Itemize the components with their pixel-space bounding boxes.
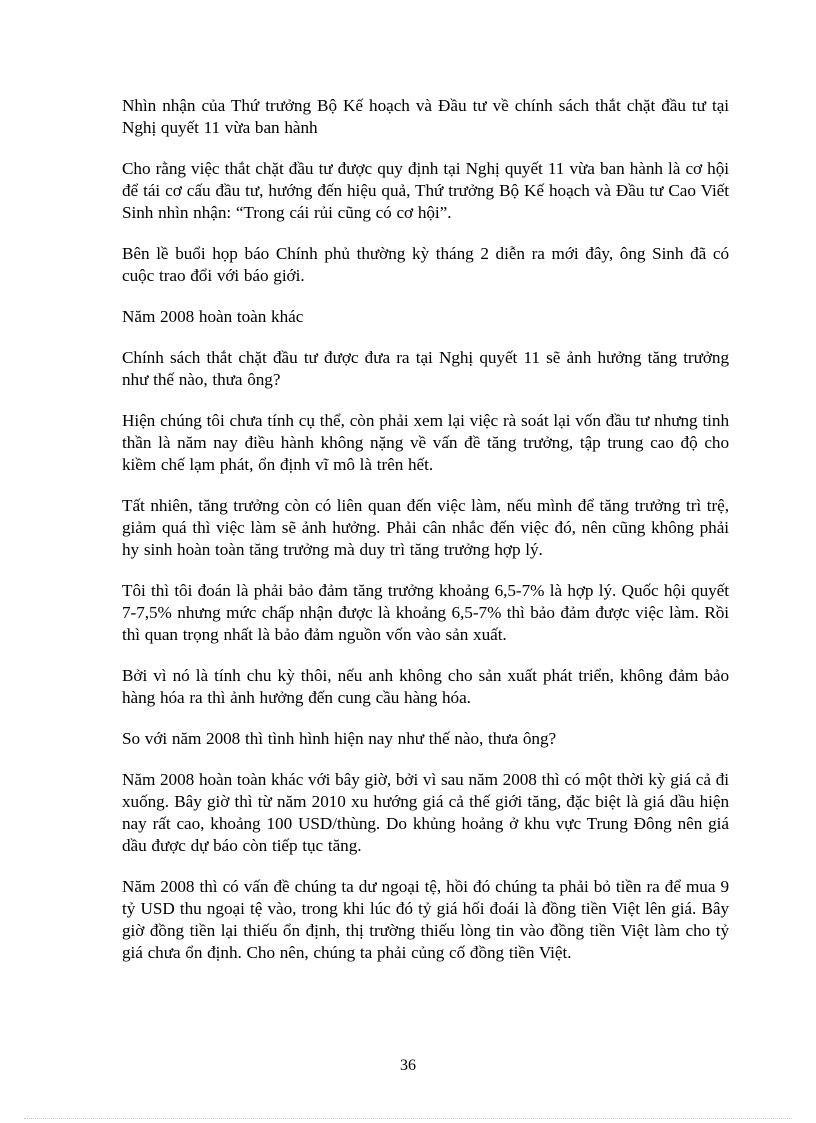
interview-question: Chính sách thắt chặt đầu tư được đưa ra tại Nghị quyết 11 sẽ ảnh hưởng tăng trưởng như thế nào, thưa ông? [122,348,729,389]
page-number: 36 [400,1057,416,1074]
document-body [122,95,729,983]
article-lead: Cho rằng việc thắt chặt đầu tư được quy định tại Nghị quyết 11 vừa ban hành là cơ hội để tái cơ cấu đầu tư, hướng đến hiệu quả, Thứ trưởng Bộ Kế hoạch và Đầu tư Cao Viết Sinh nhìn nhận: “Trong cái rủi cũng có cơ hội”. [122,159,729,222]
interview-question: So với năm 2008 thì tình hình hiện nay như thế nào, thưa ông? [122,729,557,748]
article-title: Nhìn nhận của Thứ trưởng Bộ Kế hoạch và Đầu tư về chính sách thắt chặt đầu tư tại Nghị quyết 11 vừa ban hành [122,96,729,137]
paragraph: Năm 2008 thì có vấn đề chúng ta dư ngoại tệ, hồi đó chúng ta phải bỏ tiền ra để mua 9 tỷ USD thu ngoại tệ vào, trong khi lúc đó tỷ giá hối đoái là đồng tiền Việt lên giá. Bây giờ đồng tiền lại thiếu ổn định, thị trường thiếu lòng tin vào đồng tiền Việt làm cho tỷ giá chưa ổn định. Cho nên, chúng ta phải củng cố đồng tiền Việt. [122,877,729,962]
paragraph: Tôi thì tôi đoán là phải bảo đảm tăng trưởng khoảng 6,5-7% là hợp lý. Quốc hội quyết 7-7,5% nhưng mức chấp nhận được là khoảng 6,5-7% thì bảo đảm được việc làm. Rồi thì quan trọng nhất là bảo đảm nguồn vốn vào sản xuất. [122,581,729,644]
paragraph: Bởi vì nó là tính chu kỳ thôi, nếu anh không cho sản xuất phát triển, không đảm bảo hàng hóa ra thì ảnh hưởng đến cung cầu hàng hóa. [122,666,729,707]
page-bottom-divider [24,1118,792,1119]
paragraph: Năm 2008 hoàn toàn khác với bây giờ, bởi vì sau năm 2008 thì có một thời kỳ giá cả đi xuống. Bây giờ thì từ năm 2010 xu hướng giá cả thế giới tăng, đặc biệt là giá dầu hiện nay rất cao, khoảng 100 USD/thùng. Do khủng hoảng ở khu vực Trung Đông nên giá dầu được dự báo còn tiếp tục tăng. [122,770,729,855]
paragraph: Tất nhiên, tăng trưởng còn có liên quan đến việc làm, nếu mình để tăng trưởng trì trệ, giảm quá thì việc làm sẽ ảnh hưởng. Phải cân nhắc đến việc đó, nên cũng không phải hy sinh hoàn toàn tăng trưởng mà duy trì tăng trưởng hợp lý. [122,496,729,559]
paragraph: Bên lề buổi họp báo Chính phủ thường kỳ tháng 2 diễn ra mới đây, ông Sinh đã có cuộc trao đổi với báo giới. [122,244,729,285]
section-heading: Năm 2008 hoàn toàn khác [122,307,304,326]
paragraph: Hiện chúng tôi chưa tính cụ thể, còn phải xem lại việc rà soát lại vốn đầu tư nhưng tinh thần là năm nay điều hành không nặng về vấn đề tăng trưởng, tập trung cao độ cho kiềm chế lạm phát, ổn định vĩ mô là trên hết. [122,411,729,474]
